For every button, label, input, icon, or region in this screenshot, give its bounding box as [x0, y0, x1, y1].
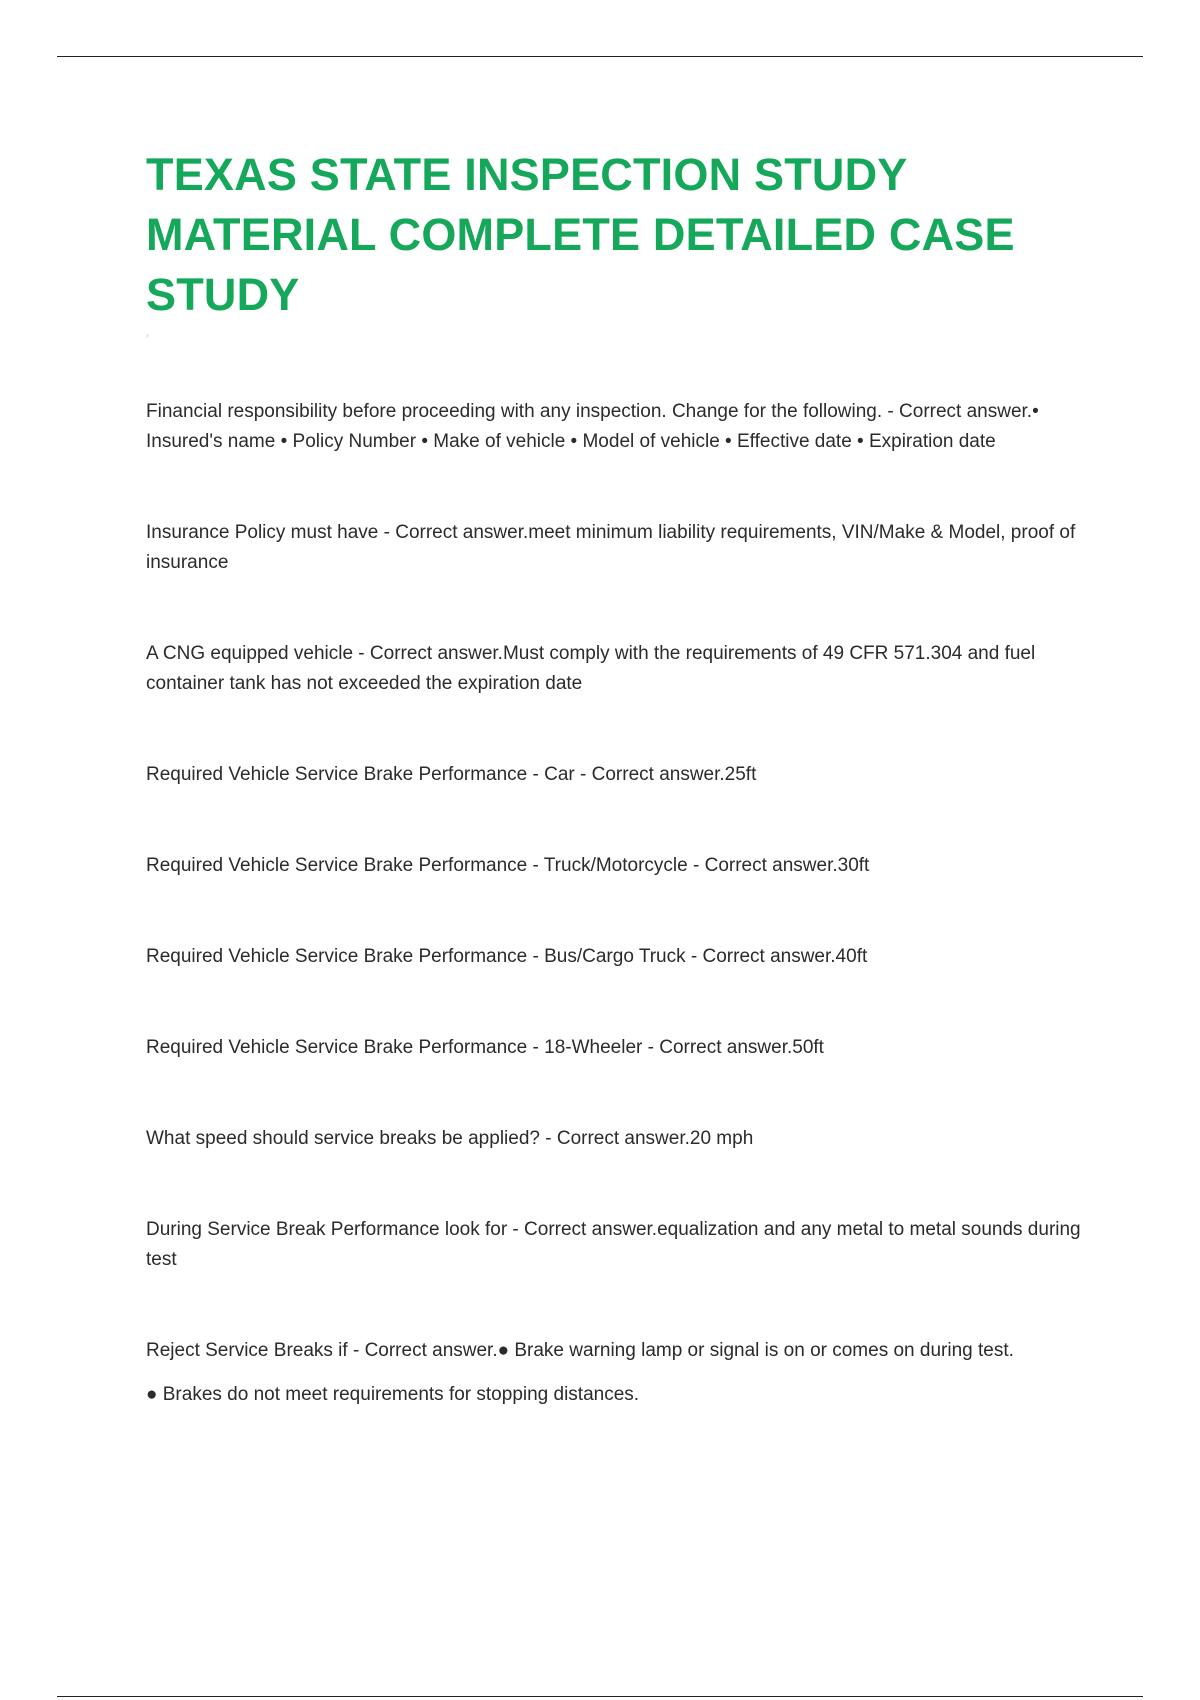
- document-body: [146, 145, 1096, 1471]
- qa-entry: What speed should service breaks be applied? - Correct answer.20 mph: [146, 1128, 754, 1149]
- qa-entry-last: [146, 1336, 1096, 1410]
- qa-entry: Financial responsibility before proceeding with any inspection. Change for the following. - Correct answer.• Insured's name • Policy Number • Make of vehicle • Model of vehicle • Effective date • Expiration date: [146, 401, 1039, 452]
- qa-entry-continuation: ● Brakes do not meet requirements for stopping distances.: [146, 1384, 640, 1405]
- top-rule: [57, 56, 1143, 57]
- qa-entry: Insurance Policy must have - Correct answer.meet minimum liability requirements, VIN/Make & Model, proof of insurance: [146, 522, 1076, 573]
- qa-list: [146, 397, 1096, 1410]
- qa-entry: During Service Break Performance look for - Correct answer.equalization and any metal to metal sounds during test: [146, 1219, 1081, 1270]
- title-mark: ›: [146, 331, 149, 340]
- qa-entry: A CNG equipped vehicle - Correct answer.Must comply with the requirements of 49 CFR 571.304 and fuel container tank has not exceeded the expiration date: [146, 643, 1036, 694]
- qa-entry: Required Vehicle Service Brake Performance - Truck/Motorcycle - Correct answer.30ft: [146, 855, 870, 876]
- qa-entry: Required Vehicle Service Brake Performance - Bus/Cargo Truck - Correct answer.40ft: [146, 946, 868, 967]
- qa-entry-text: Reject Service Breaks if - Correct answer.● Brake warning lamp or signal is on or comes on during test.: [146, 1340, 1014, 1361]
- qa-entry: Required Vehicle Service Brake Performance - 18-Wheeler - Correct answer.50ft: [146, 1037, 824, 1058]
- bottom-rule: [57, 1696, 1143, 1697]
- document-title: TEXAS STATE INSPECTION STUDY MATERIAL COMPLETE DETAILED CASE STUDY: [146, 149, 1015, 320]
- qa-entry: Required Vehicle Service Brake Performance - Car - Correct answer.25ft: [146, 764, 757, 785]
